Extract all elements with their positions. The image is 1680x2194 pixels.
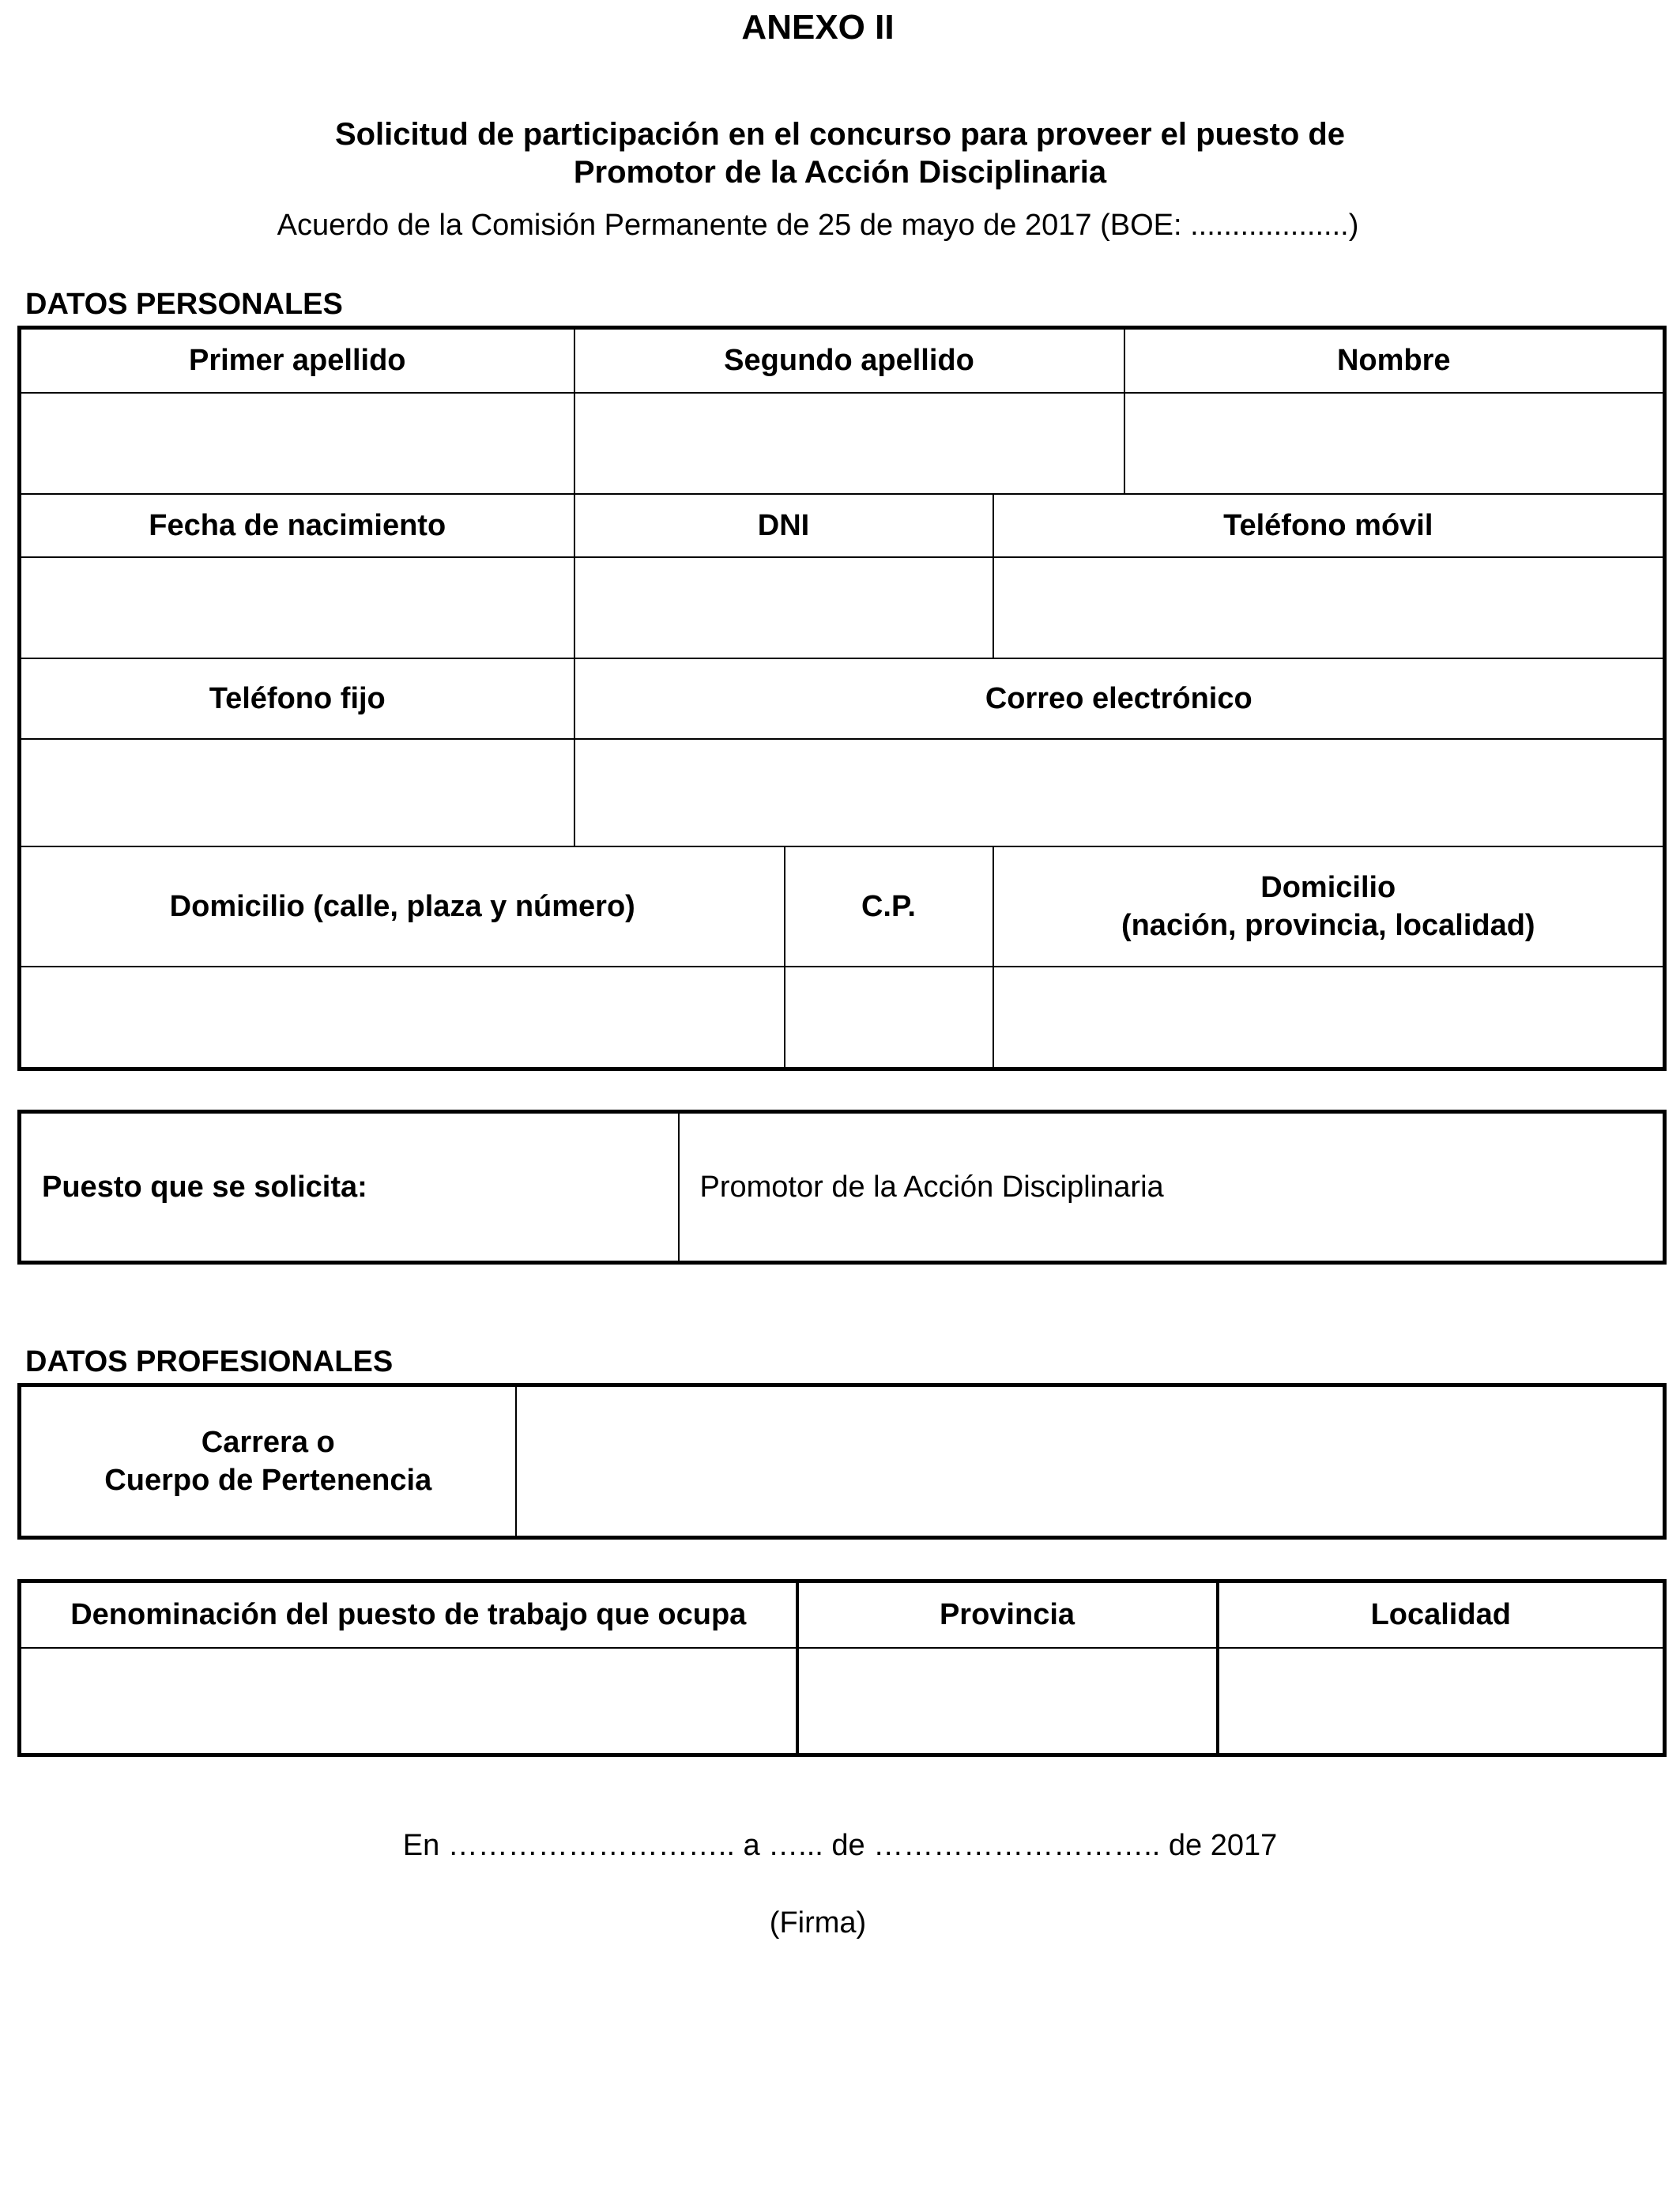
domicilio-localidad-line1: Domicilio	[1260, 870, 1396, 904]
telefono-fijo-field[interactable]	[20, 739, 574, 846]
puesto-value: Promotor de la Acción Disciplinaria	[679, 1112, 1665, 1263]
primer-apellido-field[interactable]	[20, 393, 574, 494]
domicilio-field[interactable]	[20, 967, 785, 1069]
section-title-personal: DATOS PERSONALES	[25, 288, 343, 321]
puesto-actual-table	[17, 1579, 1667, 1757]
header-domicilio: Domicilio (calle, plaza y número)	[20, 846, 785, 967]
cp-field[interactable]	[785, 967, 993, 1069]
signature-label: (Firma)	[769, 1906, 867, 1940]
provincia-field[interactable]	[797, 1648, 1218, 1755]
denominacion-field[interactable]	[20, 1648, 797, 1755]
header-fecha-nacimiento: Fecha de nacimiento	[20, 494, 574, 557]
puesto-table	[17, 1110, 1667, 1265]
header-cp: C.P.	[785, 846, 993, 967]
form-title-line2: Promotor de la Acción Disciplinaria	[573, 155, 1107, 190]
telefono-movil-field[interactable]	[993, 557, 1665, 658]
carrera-label-line2: Cuerpo de Pertenencia	[104, 1464, 432, 1497]
carrera-field[interactable]	[516, 1385, 1665, 1538]
fecha-nacimiento-field[interactable]	[20, 557, 574, 658]
carrera-table	[17, 1383, 1667, 1540]
header-primer-apellido: Primer apellido	[20, 328, 574, 393]
section-title-profesional: DATOS PROFESIONALES	[25, 1345, 394, 1378]
dni-field[interactable]	[574, 557, 993, 658]
form-title-line1: Solicitud de participación en el concurso para proveer el puesto de	[334, 117, 1346, 152]
header-segundo-apellido: Segundo apellido	[574, 328, 1124, 393]
domicilio-localidad-field[interactable]	[993, 967, 1665, 1069]
correo-field[interactable]	[574, 739, 1665, 846]
header-telefono-fijo: Teléfono fijo	[20, 658, 574, 739]
personal-data-table	[17, 326, 1667, 1071]
header-correo: Correo electrónico	[574, 658, 1665, 739]
header-denominacion: Denominación del puesto de trabajo que ocupa	[20, 1581, 797, 1648]
agreement-line: Acuerdo de la Comisión Permanente de 25 de mayo de 2017 (BOE: ...................)	[277, 209, 1359, 242]
place-date-line: En ……………………….. a …... de ……………………….. de 2017	[402, 1829, 1278, 1862]
carrera-label-line1: Carrera o	[201, 1426, 335, 1459]
header-provincia: Provincia	[797, 1581, 1218, 1648]
carrera-label	[20, 1385, 516, 1538]
header-nombre: Nombre	[1124, 328, 1665, 393]
nombre-field[interactable]	[1124, 393, 1665, 494]
segundo-apellido-field[interactable]	[574, 393, 1124, 494]
header-localidad: Localidad	[1218, 1581, 1665, 1648]
header-domicilio-localidad	[993, 846, 1665, 967]
localidad-field[interactable]	[1218, 1648, 1665, 1755]
domicilio-localidad-line2: (nación, provincia, localidad)	[1121, 908, 1535, 942]
annex-title: ANEXO II	[741, 8, 895, 47]
puesto-label: Puesto que se solicita:	[20, 1112, 679, 1263]
header-telefono-movil: Teléfono móvil	[993, 494, 1665, 557]
header-dni: DNI	[574, 494, 993, 557]
